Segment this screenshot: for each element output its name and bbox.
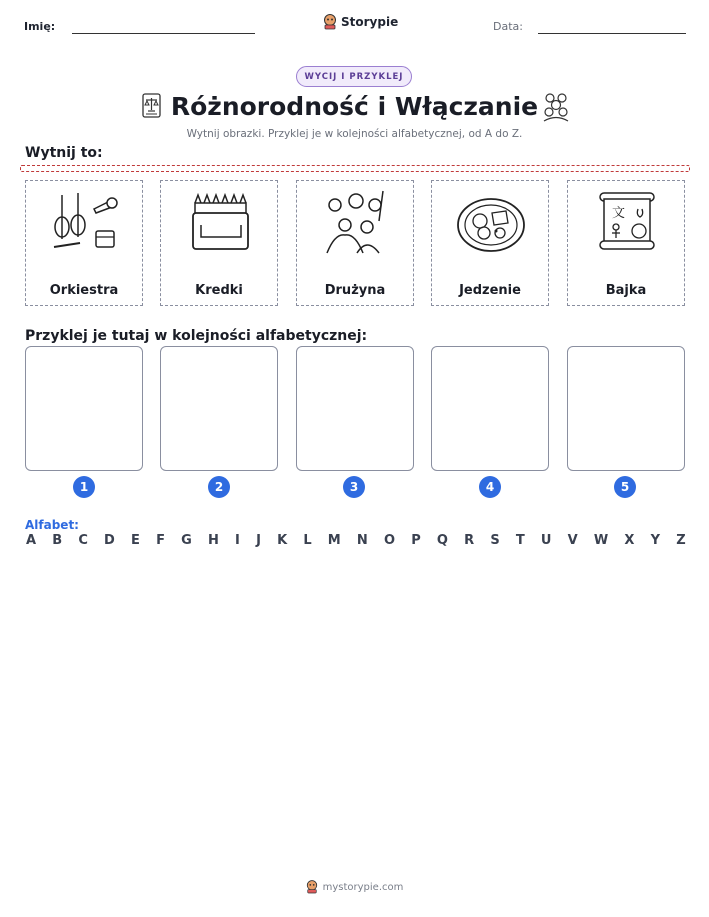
letter: G bbox=[181, 533, 192, 548]
name-label: Imię: bbox=[24, 20, 56, 33]
letter: X bbox=[624, 533, 635, 548]
cut-card-orkiestra[interactable] bbox=[25, 180, 143, 306]
paste-slot-1[interactable] bbox=[25, 346, 143, 471]
cut-card-bajka[interactable] bbox=[567, 180, 685, 306]
letter: A bbox=[26, 533, 37, 548]
slot-number-3: 3 bbox=[343, 476, 365, 498]
letter: K bbox=[277, 533, 288, 548]
letter: T bbox=[515, 533, 525, 548]
paste-slot-3[interactable] bbox=[296, 346, 414, 471]
letter: R bbox=[464, 533, 475, 548]
letter: C bbox=[78, 533, 88, 548]
cut-heading: Wytnij to: bbox=[25, 145, 103, 161]
letter: J bbox=[256, 533, 261, 548]
card-label-druzyna: Drużyna bbox=[324, 283, 386, 298]
card-label-jedzenie: Jedzenie bbox=[459, 283, 521, 298]
slot-number-2: 2 bbox=[208, 476, 230, 498]
date-line[interactable] bbox=[538, 33, 686, 34]
letter: Z bbox=[676, 533, 686, 548]
letter: L bbox=[303, 533, 312, 548]
letter: W bbox=[593, 533, 609, 548]
svg-text:文: 文 bbox=[612, 206, 626, 221]
letter: F bbox=[156, 533, 165, 548]
food-plate-icon bbox=[456, 187, 526, 255]
letter: Y bbox=[650, 533, 661, 548]
storypie-mascot-icon bbox=[323, 14, 337, 30]
letter: O bbox=[383, 533, 396, 548]
letter: U bbox=[540, 533, 552, 548]
letter: P bbox=[411, 533, 421, 548]
diverse-group-icon bbox=[541, 90, 571, 122]
slot-number-4: 4 bbox=[479, 476, 501, 498]
letter: I bbox=[235, 533, 240, 548]
instructions: Wytnij obrazki. Przyklej je w kolejności alfabetycznej, od A do Z. bbox=[186, 128, 523, 140]
letter: D bbox=[104, 533, 115, 548]
card-label-kredki: Kredki bbox=[195, 283, 243, 298]
card-label-orkiestra: Orkiestra bbox=[49, 283, 119, 298]
letter: H bbox=[207, 533, 219, 548]
letter: S bbox=[490, 533, 500, 548]
letter: N bbox=[356, 533, 368, 548]
slot-number-5: 5 bbox=[614, 476, 636, 498]
date-label: Data: bbox=[493, 20, 523, 33]
storypie-mascot-icon bbox=[306, 880, 318, 894]
paste-heading: Przyklej je tutaj w kolejności alfabetycznej: bbox=[25, 328, 368, 344]
alphabet-row bbox=[26, 533, 686, 548]
slot-number-1: 1 bbox=[73, 476, 95, 498]
team-icon bbox=[321, 187, 391, 255]
paste-slot-2[interactable] bbox=[160, 346, 278, 471]
brand-logo bbox=[323, 14, 398, 30]
letter: B bbox=[52, 533, 63, 548]
paste-slot-4[interactable] bbox=[431, 346, 549, 471]
paste-slot-5[interactable] bbox=[567, 346, 685, 471]
cut-card-jedzenie[interactable] bbox=[431, 180, 549, 306]
cut-card-druzyna[interactable] bbox=[296, 180, 414, 306]
letter: Q bbox=[436, 533, 448, 548]
activity-tag: WYCIJ I PRZYKLEJ bbox=[296, 66, 412, 87]
letter: M bbox=[327, 533, 341, 548]
cut-line bbox=[20, 165, 690, 172]
name-line[interactable] bbox=[72, 33, 255, 34]
letter: E bbox=[131, 533, 140, 548]
crayons-icon bbox=[185, 187, 255, 255]
orchestra-icon bbox=[50, 187, 120, 255]
page-title: Różnorodność i Włączanie bbox=[170, 92, 539, 121]
footer-url[interactable]: mystorypie.com bbox=[322, 881, 404, 893]
alphabet-label: Alfabet: bbox=[25, 518, 79, 532]
brand-name: Storypie bbox=[341, 15, 399, 29]
card-label-bajka: Bajka bbox=[605, 283, 647, 298]
scroll-icon bbox=[592, 187, 662, 255]
letter: V bbox=[567, 533, 578, 548]
footer bbox=[0, 880, 709, 894]
cut-card-kredki[interactable] bbox=[160, 180, 278, 306]
